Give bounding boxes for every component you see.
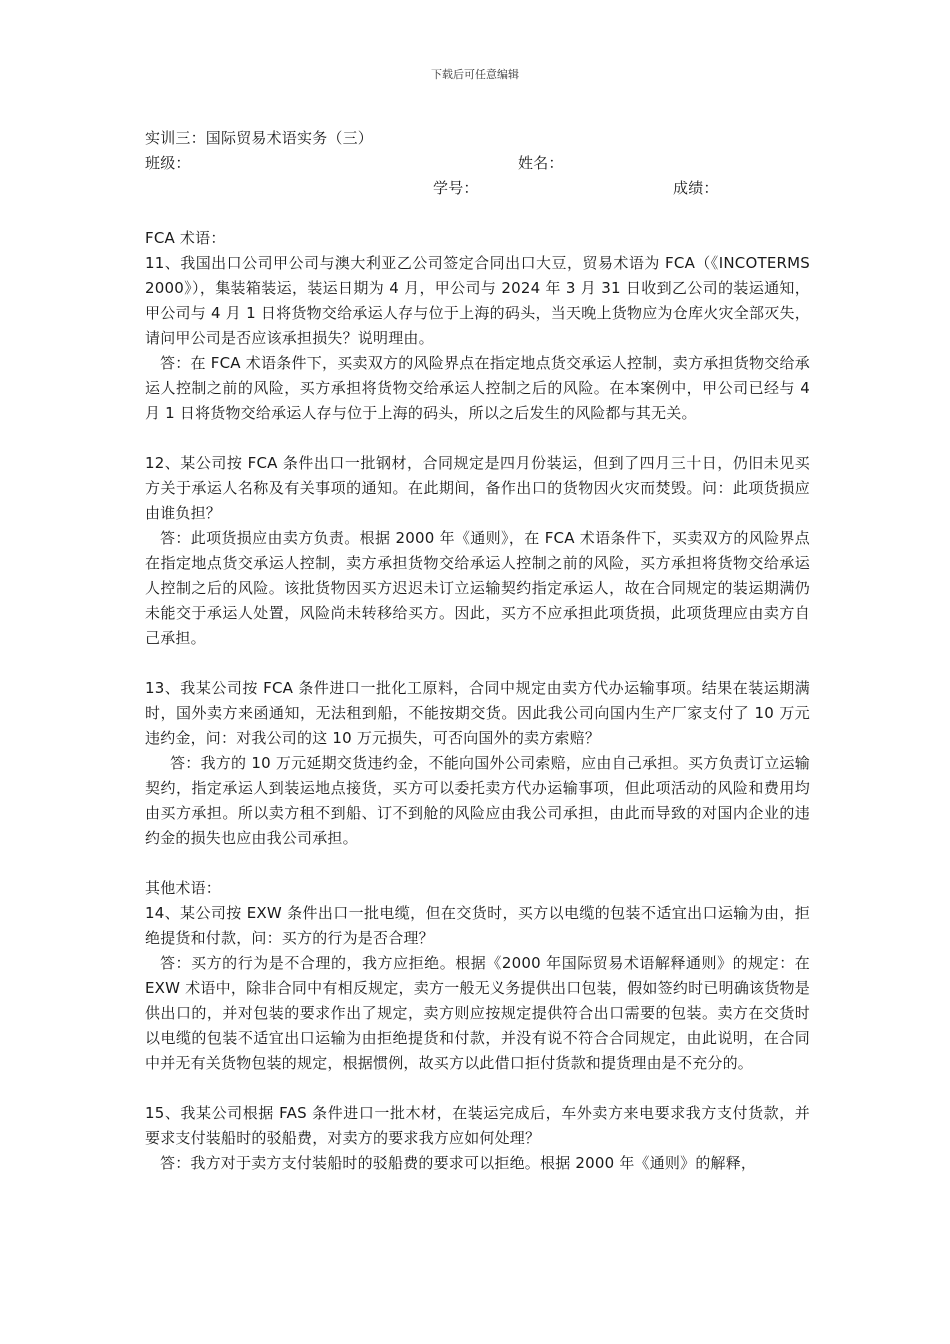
question-12: 12、某公司按 FCA 条件出口一批钢材，合同规定是四月份装运，但到了四月三十日，仍旧未见买方关于承运人名称及有关事项的通知。在此期间，备作出口的货物因火灾而焚毁。问：此项货损应由谁负担？ — [145, 454, 810, 522]
name-label: 姓名： — [518, 154, 564, 172]
answer-15: 答：我方对于卖方支付装船时的驳船费的要求可以拒绝。根据 2000 年《通则》的解释， — [160, 1154, 757, 1172]
document-title: 实训三：国际贸易术语实务（三） — [145, 129, 374, 147]
section-other-heading: 其他术语： — [145, 879, 222, 897]
student-id-label: 学号： — [433, 179, 479, 197]
answer-12: 答：此项货损应由卖方负责。根据 2000 年《通则》，在 FCA 术语条件下，买卖双方的风险界点在指定地点货交承运人控制，卖方承担货物交给承运人控制之前的风险，买方承担将货物交给承运人控制之后的风险。该批货物因买方迟迟未订立运输契约指定承运人，故在合同规定的装运期满仍未能交于承运人处置，风险尚未转移给买方。因此，买方不应承担此项货损，此项货理应由卖方自己承担。 — [145, 529, 810, 647]
class-name-row — [145, 151, 810, 176]
id-score-row — [145, 176, 810, 201]
question-15: 15、我某公司根据 FAS 条件进口一批木材，在装运完成后，车外卖方来电要求我方支付货款，并要求支付装船时的驳船费，对卖方的要求我方应如何处理？ — [145, 1104, 810, 1147]
class-label: 班级： — [145, 154, 191, 172]
document-body — [145, 126, 810, 1176]
answer-14: 答：买方的行为是不合理的，我方应拒绝。根据《2000 年国际贸易术语解释通则》的规定：在 EXW 术语中，除非合同中有相反规定，卖方一般无义务提供出口包装，假如签约时已明确该货物是供出口的，并对包装的要求作出了规定，卖方则应按规定提供符合出口需要的包装。卖方在交货时以电缆的包装不适宜出口运输为由拒绝提货和付款，并没有说不符合合同规定，由此说明，在合同中并无有关货物包装的规定，根据惯例，故买方以此借口拒付货款和提货理由是不充分的。 — [145, 954, 810, 1072]
answer-11: 答：在 FCA 术语条件下，买卖双方的风险界点在指定地点货交承运人控制，卖方承担货物交给承运人控制之前的风险，买方承担将货物交给承运人控制之后的风险。在本案例中，甲公司已经与 4 月 1 日将货物交给承运人存与位于上海的码头，所以之后发生的风险都与其无关。 — [145, 354, 810, 422]
answer-13: 答：我方的 10 万元延期交货违约金，不能向国外公司索赔，应由自己承担。买方负责订立运输契约，指定承运人到装运地点接货，买方可以委托卖方代办运输事项，但此项活动的风险和费用均由买方承担。所以卖方租不到船、订不到舱的风险应由我公司承担，由此而导致的对国内企业的违约金的损失也应由我公司承担。 — [145, 754, 810, 847]
page-header-note: 下载后可任意编辑 — [431, 68, 519, 81]
question-11: 11、我国出口公司甲公司与澳大利亚乙公司签定合同出口大豆，贸易术语为 FCA（《INCOTERMS 2000》），集装箱装运，装运日期为 4 月，甲公司与 2024 年 3 月 31 日收到乙公司的装运通知，甲公司与 4 月 1 日将货物交给承运人存与位于上海的码头，当天晚上货物应为仓库火灾全部灭失，请问甲公司是否应该承担损失？说明理由。 — [145, 254, 810, 347]
score-label: 成绩： — [673, 179, 719, 197]
section-fca-heading: FCA 术语： — [145, 229, 226, 247]
question-14: 14、某公司按 EXW 条件出口一批电缆，但在交货时，买方以电缆的包装不适宜出口运输为由，拒绝提货和付款，问：买方的行为是否合理？ — [145, 904, 810, 947]
question-13: 13、我某公司按 FCA 条件进口一批化工原料，合同中规定由卖方代办运输事项。结果在装运期满时，国外卖方来函通知，无法租到船，不能按期交货。因此我公司向国内生产厂家支付了 10 万元违约金，问：对我公司的这 10 万元损失，可否向国外的卖方索赔？ — [145, 679, 810, 747]
